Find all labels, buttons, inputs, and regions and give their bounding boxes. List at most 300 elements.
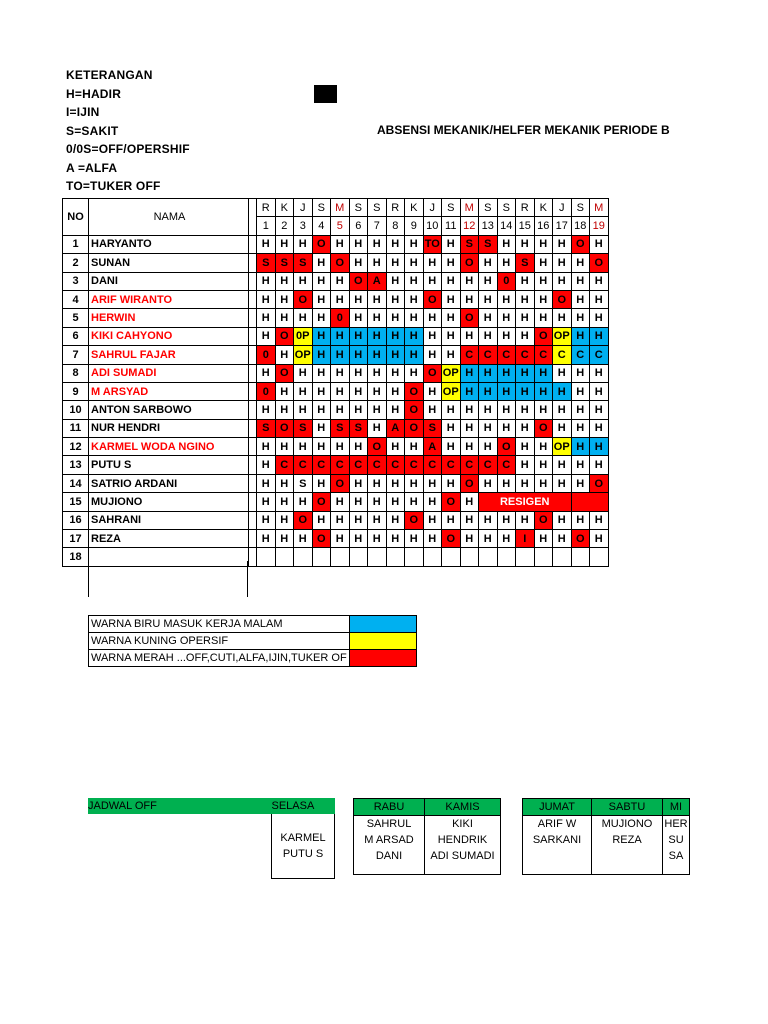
attendance-cell: H: [275, 511, 294, 529]
attendance-cell: H: [423, 382, 442, 400]
row-gap: [249, 474, 257, 492]
attendance-cell: O: [275, 364, 294, 382]
attendance-cell: H: [312, 327, 331, 345]
attendance-cell: H: [553, 511, 572, 529]
attendance-cell: H: [368, 290, 387, 308]
day-letter: M: [331, 199, 350, 217]
attendance-cell: H: [423, 474, 442, 492]
attendance-cell: H: [497, 401, 516, 419]
day-letter: S: [479, 199, 498, 217]
row-number: 14: [63, 474, 89, 492]
attendance-cell: H: [516, 474, 535, 492]
attendance-cell: O: [442, 493, 461, 511]
attendance-cell: H: [442, 327, 461, 345]
day-number: 13: [479, 217, 498, 235]
attendance-cell: H: [590, 382, 609, 400]
attendance-cell: H: [423, 493, 442, 511]
attendance-cell: H: [534, 530, 553, 548]
table-row: [63, 530, 609, 548]
attendance-cell: H: [257, 327, 276, 345]
attendance-cell: H: [423, 401, 442, 419]
employee-name: SUNAN: [89, 254, 249, 272]
attendance-cell: H: [553, 456, 572, 474]
attendance-cell: O: [423, 290, 442, 308]
attendance-cell: H: [516, 309, 535, 327]
day-number: 14: [497, 217, 516, 235]
employee-name: HARYANTO: [89, 235, 249, 253]
attendance-cell: H: [516, 272, 535, 290]
schedule-name: [425, 864, 501, 875]
day-letter: R: [257, 199, 276, 217]
schedule-row: [523, 832, 690, 848]
header-name: NAMA: [89, 199, 249, 236]
attendance-cell: [590, 548, 609, 566]
day-letter: S: [312, 199, 331, 217]
table-row: [63, 235, 609, 253]
attendance-cell: H: [312, 382, 331, 400]
attendance-cell: H: [349, 364, 368, 382]
attendance-cell: 0: [331, 309, 350, 327]
color-swatch: [349, 650, 416, 667]
row-gap: [249, 327, 257, 345]
attendance-cell: H: [386, 474, 405, 492]
attendance-cell: H: [331, 493, 350, 511]
attendance-cell: H: [571, 290, 590, 308]
attendance-cell: H: [442, 235, 461, 253]
attendance-cell: H: [257, 530, 276, 548]
attendance-cell: H: [405, 474, 424, 492]
legend-line: A =ALFA: [66, 160, 118, 175]
attendance-cell: H: [590, 235, 609, 253]
schedule-header: [354, 799, 501, 816]
attendance-cell: [460, 548, 479, 566]
attendance-cell: [405, 548, 424, 566]
attendance-cell: C: [590, 346, 609, 364]
attendance-cell: H: [423, 327, 442, 345]
attendance-cell: H: [386, 530, 405, 548]
attendance-cell: H: [442, 254, 461, 272]
attendance-cell: H: [294, 235, 313, 253]
attendance-cell: H: [497, 327, 516, 345]
attendance-cell: H: [423, 272, 442, 290]
attendance-cell: O: [423, 364, 442, 382]
attendance-cell: H: [368, 346, 387, 364]
attendance-cell: H: [497, 511, 516, 529]
schedule-blank: [88, 862, 272, 878]
attendance-cell: H: [331, 382, 350, 400]
attendance-cell: H: [257, 474, 276, 492]
row-gap: [249, 382, 257, 400]
attendance-cell: H: [312, 474, 331, 492]
attendance-cell: H: [479, 438, 498, 456]
attendance-cell: H: [590, 272, 609, 290]
attendance-cell: H: [534, 235, 553, 253]
color-key-row: [89, 650, 417, 667]
attendance-cell: [553, 548, 572, 566]
legend-line: 0/0S=OFF/OPERSHIF: [66, 142, 190, 156]
attendance-cell: H: [312, 346, 331, 364]
attendance-cell: H: [516, 364, 535, 382]
employee-name: NUR HENDRI: [89, 419, 249, 437]
attendance-cell: H: [368, 401, 387, 419]
attendance-cell: S: [294, 254, 313, 272]
row-gap: [249, 272, 257, 290]
attendance-cell: H: [571, 456, 590, 474]
schedule-name: SARKANI: [523, 832, 592, 848]
attendance-cell: H: [442, 401, 461, 419]
attendance-cell: H: [368, 327, 387, 345]
attendance-cell: H: [275, 530, 294, 548]
day-letter: S: [497, 199, 516, 217]
attendance-cell: H: [405, 235, 424, 253]
day-letter: J: [553, 199, 572, 217]
schedule-name: MUJIONO: [592, 816, 663, 833]
table-extension-line: [247, 561, 248, 597]
day-letter: K: [405, 199, 424, 217]
row-gap: [249, 235, 257, 253]
attendance-cell: H: [331, 235, 350, 253]
row-number: 3: [63, 272, 89, 290]
day-letter: S: [571, 199, 590, 217]
row-number: 16: [63, 511, 89, 529]
attendance-cell: H: [275, 346, 294, 364]
attendance-cell: H: [405, 438, 424, 456]
day-number: 4: [312, 217, 331, 235]
row-number: 7: [63, 346, 89, 364]
row-gap: [249, 364, 257, 382]
attendance-cell: H: [368, 382, 387, 400]
attendance-cell: H: [534, 474, 553, 492]
color-key-row: [89, 616, 417, 633]
attendance-cell: H: [275, 401, 294, 419]
attendance-cell: H: [312, 401, 331, 419]
attendance-cell: H: [479, 290, 498, 308]
schedule-row: [88, 830, 335, 846]
attendance-cell: H: [349, 235, 368, 253]
day-letter: K: [534, 199, 553, 217]
attendance-cell: 0: [257, 346, 276, 364]
day-number: 8: [386, 217, 405, 235]
attendance-cell: C: [479, 346, 498, 364]
attendance-cell: C: [368, 456, 387, 474]
attendance-cell: H: [331, 511, 350, 529]
schedule-off-selasa: [88, 798, 335, 879]
attendance-cell: H: [590, 456, 609, 474]
day-letter: J: [294, 199, 313, 217]
attendance-cell: H: [275, 474, 294, 492]
attendance-cell: O: [442, 530, 461, 548]
attendance-cell: O: [460, 254, 479, 272]
attendance-cell: 0: [257, 382, 276, 400]
day-letter: M: [590, 199, 609, 217]
attendance-cell: H: [368, 309, 387, 327]
legend-line: S=SAKIT: [66, 123, 119, 138]
employee-name: KIKI CAHYONO: [89, 327, 249, 345]
day-number: 16: [534, 217, 553, 235]
attendance-cell: H: [497, 474, 516, 492]
schedule-off-jumat-minggu: [522, 798, 690, 875]
table-row: [63, 382, 609, 400]
attendance-cell: H: [534, 290, 553, 308]
schedule-name: KIKI: [425, 816, 501, 833]
row-number: 9: [63, 382, 89, 400]
attendance-cell: H: [257, 235, 276, 253]
attendance-cell: H: [553, 235, 572, 253]
attendance-cell: H: [553, 419, 572, 437]
attendance-cell: O: [312, 235, 331, 253]
attendance-cell: H: [460, 364, 479, 382]
attendance-cell: H: [534, 309, 553, 327]
attendance-cell: H: [590, 327, 609, 345]
employee-name: ADI SUMADI: [89, 364, 249, 382]
row-number: 15: [63, 493, 89, 511]
attendance-cell: H: [442, 272, 461, 290]
attendance-cell: H: [497, 530, 516, 548]
day-number: 5: [331, 217, 350, 235]
attendance-cell: H: [442, 474, 461, 492]
row-gap: [249, 438, 257, 456]
attendance-cell: S: [294, 474, 313, 492]
employee-name: PUTU S: [89, 456, 249, 474]
day-letter: R: [386, 199, 405, 217]
attendance-cell: H: [386, 346, 405, 364]
attendance-cell: H: [479, 382, 498, 400]
attendance-cell: C: [331, 456, 350, 474]
schedule-day: SABTU: [592, 799, 663, 816]
attendance-cell: H: [460, 511, 479, 529]
attendance-cell: H: [331, 401, 350, 419]
legend-line: H=HADIR: [66, 86, 122, 101]
attendance-cell: O: [368, 438, 387, 456]
table-row: [63, 474, 609, 492]
attendance-cell: C: [442, 456, 461, 474]
attendance-cell: O: [571, 530, 590, 548]
attendance-cell: H: [257, 493, 276, 511]
attendance-cell: O: [534, 511, 553, 529]
remark-cell: RESIGEN: [479, 493, 572, 511]
table-row: [63, 364, 609, 382]
attendance-cell: H: [368, 419, 387, 437]
schedule-off-rabu-kamis: [353, 798, 501, 875]
attendance-cell: O: [571, 235, 590, 253]
table-row: [63, 272, 609, 290]
attendance-cell: C: [312, 456, 331, 474]
row-gap: [249, 346, 257, 364]
row-gap: [249, 309, 257, 327]
attendance-cell: H: [479, 327, 498, 345]
row-gap: [249, 493, 257, 511]
attendance-cell: H: [368, 235, 387, 253]
attendance-cell: H: [331, 364, 350, 382]
attendance-cell: H: [571, 254, 590, 272]
schedule-row: [354, 832, 501, 848]
attendance-cell: H: [460, 327, 479, 345]
attendance-cell: O: [460, 309, 479, 327]
attendance-cell: H: [516, 511, 535, 529]
attendance-cell: H: [349, 401, 368, 419]
attendance-cell: H: [349, 493, 368, 511]
row-gap: [249, 548, 257, 566]
attendance-cell: H: [294, 309, 313, 327]
attendance-cell: H: [516, 382, 535, 400]
day-number: 1: [257, 217, 276, 235]
attendance-cell: H: [294, 530, 313, 548]
attendance-cell: OP: [553, 327, 572, 345]
attendance-cell: S: [349, 419, 368, 437]
attendance-cell: H: [460, 493, 479, 511]
schedule-row: [523, 848, 690, 864]
attendance-cell: O: [275, 419, 294, 437]
row-number: 17: [63, 530, 89, 548]
attendance-cell: H: [479, 254, 498, 272]
attendance-cell: H: [368, 364, 387, 382]
attendance-cell: O: [294, 290, 313, 308]
attendance-cell: H: [275, 493, 294, 511]
attendance-cell: H: [294, 382, 313, 400]
attendance-cell: H: [516, 456, 535, 474]
attendance-cell: H: [460, 401, 479, 419]
attendance-cell: H: [553, 530, 572, 548]
schedule-day: MI: [663, 799, 690, 816]
row-gap: [249, 254, 257, 272]
table-row: [63, 327, 609, 345]
schedule-row: [523, 816, 690, 833]
schedule-row: [88, 814, 335, 830]
attendance-cell: O: [312, 530, 331, 548]
attendance-cell: H: [571, 382, 590, 400]
attendance-cell: S: [331, 419, 350, 437]
attendance-cell: H: [275, 272, 294, 290]
attendance-cell: H: [553, 309, 572, 327]
attendance-cell: H: [405, 254, 424, 272]
attendance-cell: S: [257, 254, 276, 272]
attendance-cell: H: [590, 364, 609, 382]
attendance-cell: H: [590, 401, 609, 419]
attendance-cell: H: [368, 511, 387, 529]
attendance-cell: H: [294, 401, 313, 419]
attendance-cell: A: [423, 438, 442, 456]
attendance-cell: H: [534, 272, 553, 290]
employee-name: SAHRANI: [89, 511, 249, 529]
schedule-name: ADI SUMADI: [425, 848, 501, 864]
table-row: [63, 346, 609, 364]
row-number: 4: [63, 290, 89, 308]
table-row: [63, 511, 609, 529]
employee-name: HERWIN: [89, 309, 249, 327]
attendance-cell: H: [349, 530, 368, 548]
attendance-cell: H: [534, 438, 553, 456]
attendance-cell: [294, 548, 313, 566]
day-number: 19: [590, 217, 609, 235]
schedule-label: JADWAL OFF: [88, 798, 272, 814]
row-number: 11: [63, 419, 89, 437]
attendance-cell: H: [479, 309, 498, 327]
attendance-cell: H: [460, 419, 479, 437]
attendance-cell: [312, 548, 331, 566]
attendance-cell: C: [571, 346, 590, 364]
legend-line: KETERANGAN: [66, 68, 153, 82]
table-row: [63, 438, 609, 456]
attendance-cell: H: [479, 530, 498, 548]
attendance-cell: H: [479, 511, 498, 529]
attendance-cell: H: [590, 530, 609, 548]
schedule-name: HER: [663, 816, 690, 833]
attendance-cell: C: [479, 456, 498, 474]
attendance-cell: S: [423, 419, 442, 437]
attendance-cell: H: [294, 438, 313, 456]
attendance-cell: H: [386, 309, 405, 327]
attendance-cell: O: [460, 474, 479, 492]
day-number: 2: [275, 217, 294, 235]
attendance-cell: H: [442, 438, 461, 456]
attendance-cell: H: [516, 438, 535, 456]
day-number: 15: [516, 217, 535, 235]
schedule-row: [354, 848, 501, 864]
attendance-cell: O: [275, 327, 294, 345]
attendance-cell: H: [275, 438, 294, 456]
attendance-cell: H: [331, 346, 350, 364]
attendance-cell: H: [312, 309, 331, 327]
color-key-row: [89, 633, 417, 650]
attendance-cell: H: [257, 511, 276, 529]
attendance-cell: H: [460, 382, 479, 400]
schedule-name: [272, 862, 335, 878]
attendance-cell: H: [275, 290, 294, 308]
attendance-cell: C: [405, 456, 424, 474]
day-number: 7: [368, 217, 387, 235]
attendance-cell: H: [590, 309, 609, 327]
day-number: 12: [460, 217, 479, 235]
attendance-cell: H: [571, 327, 590, 345]
attendance-cell: OP: [442, 364, 461, 382]
attendance-cell: H: [275, 235, 294, 253]
schedule-blank: [88, 814, 272, 830]
attendance-cell: OP: [553, 438, 572, 456]
attendance-cell: O: [405, 401, 424, 419]
attendance-cell: S: [275, 254, 294, 272]
attendance-cell: H: [479, 419, 498, 437]
color-key-label: WARNA BIRU MASUK KERJA MALAM: [89, 616, 350, 633]
schedule-name: KARMEL: [272, 830, 335, 846]
schedule-name: [592, 848, 663, 864]
attendance-cell: H: [312, 272, 331, 290]
schedule-name: REZA: [592, 832, 663, 848]
day-number: 11: [442, 217, 461, 235]
attendance-cell: 0: [497, 272, 516, 290]
attendance-cell: H: [257, 456, 276, 474]
attendance-cell: O: [497, 438, 516, 456]
row-gap: [249, 290, 257, 308]
attendance-cell: H: [368, 530, 387, 548]
schedule-day: SELASA: [272, 798, 335, 814]
attendance-cell: H: [497, 254, 516, 272]
table-row: [63, 290, 609, 308]
attendance-cell: H: [516, 419, 535, 437]
attendance-cell: C: [534, 346, 553, 364]
attendance-cell: H: [386, 254, 405, 272]
schedule-name: HENDRIK: [425, 832, 501, 848]
day-letter: M: [460, 199, 479, 217]
header-gap: [249, 199, 257, 236]
attendance-cell: H: [386, 493, 405, 511]
attendance-cell: H: [423, 530, 442, 548]
table-row: [63, 309, 609, 327]
attendance-cell: [349, 548, 368, 566]
day-number: 10: [423, 217, 442, 235]
attendance-cell: H: [442, 346, 461, 364]
attendance-cell: A: [386, 419, 405, 437]
row-number: 10: [63, 401, 89, 419]
